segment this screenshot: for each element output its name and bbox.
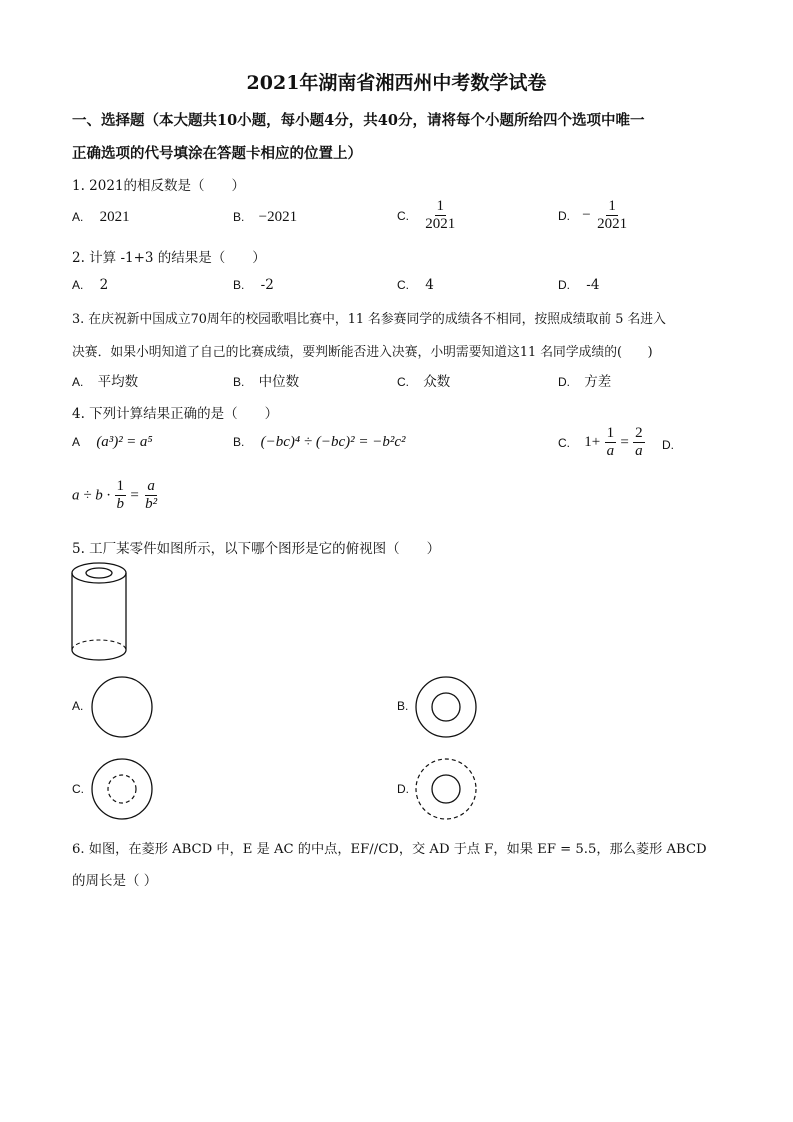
q2-option-c-text: 4 (425, 277, 434, 293)
question-4-stem: 4. 下列计算结果正确的是（ ） (72, 406, 279, 422)
q5-option-d-label: D. (397, 782, 409, 796)
q4-option-c-num2: 2 (633, 425, 645, 443)
q3-option-b (233, 370, 299, 390)
q1-option-d-label: D. (558, 208, 570, 223)
q4-option-d-num1: 1 (115, 478, 127, 496)
q4-option-d-prefix: a ÷ b · (72, 487, 111, 504)
q4-option-d-label: D. (662, 438, 674, 452)
q2-option-b-label: B. (233, 278, 245, 292)
q2-option-c-label: C. (397, 278, 409, 292)
q5-option-c-label: C. (72, 782, 84, 796)
q4-option-a-label: A (72, 435, 81, 449)
q4-option-d (72, 478, 159, 514)
question-1-stem: 1. 2021的相反数是（ ） (72, 178, 246, 194)
q4-option-c-den2: a (635, 443, 643, 460)
q2-option-d (558, 277, 599, 293)
q3-option-a (72, 370, 138, 390)
q4-option-c (558, 425, 645, 461)
question-6-line1: 6. 如图，在菱形 ABCD 中，E 是 AC 的中点，EF//CD，交 AD 于点 F，如果 EF = 5.5，那么菱形 ABCD (72, 842, 707, 857)
tube-part-figure (68, 560, 132, 664)
q5-option-d-figure (414, 757, 478, 821)
section-heading-line1: 一、选择题（本大题共10小题，每小题4分，共40分，请将每个小题所给四个选项中唯一 (72, 112, 645, 129)
q1-option-c-numerator: 1 (435, 198, 447, 216)
q5-option-a-figure (90, 675, 154, 739)
q3-option-b-label: B. (233, 375, 245, 389)
q1-option-c-label: C. (397, 208, 409, 223)
q2-option-b (233, 277, 274, 293)
q3-option-d (558, 370, 611, 390)
q1-option-a-text: 2021 (99, 209, 130, 225)
q4-option-a (72, 434, 153, 451)
q5-option-b-figure (414, 675, 478, 739)
q2-option-a-text: 2 (99, 277, 109, 293)
q5-option-c-figure (90, 757, 154, 821)
q2-option-a (72, 277, 108, 293)
q4-option-c-equals: = (620, 434, 629, 451)
q1-option-c-denominator: 2021 (425, 216, 456, 233)
q4-option-d-equals: = (130, 487, 139, 504)
q4-option-c-fraction-2 (633, 425, 645, 461)
q4-option-a-rhs: a⁵ (139, 434, 153, 450)
q4-option-c-prefix: 1+ (584, 434, 601, 451)
question-3-line2: 决赛．如果小明知道了自己的比赛成绩，要判断能否进入决赛，小明需要知道这11 名同学成绩的( ) (72, 345, 653, 360)
q3-option-c-label: C. (397, 375, 409, 389)
question-2-stem: 2. 计算 -1+3 的结果是（ ） (72, 250, 266, 266)
q1-option-a-label: A. (72, 210, 84, 224)
q3-option-c-text: 众数 (423, 374, 451, 390)
q1-option-a (72, 209, 130, 226)
q3-option-a-text: 平均数 (97, 374, 139, 390)
q1-option-c (397, 198, 457, 234)
q4-option-c-fraction-1 (605, 425, 617, 461)
question-5-stem: 5. 工厂某零件如图所示，以下哪个图形是它的俯视图（ ） (72, 541, 441, 557)
q1-option-d-fraction (595, 198, 629, 234)
q2-option-d-label: D. (558, 278, 570, 292)
q3-option-a-label: A. (72, 375, 84, 389)
q4-option-c-label: C. (558, 435, 570, 450)
q1-option-c-fraction (423, 198, 457, 234)
q4-option-c-den1: a (606, 443, 615, 460)
q1-option-b-label: B. (233, 210, 245, 224)
q5-option-b-label: B. (397, 699, 409, 713)
page-title: 2021年湖南省湘西州中考数学试卷 (246, 72, 547, 94)
q4-option-b-label: B. (233, 435, 245, 449)
question-6-line2: 的周长是（ ） (72, 873, 158, 889)
q2-option-d-text: -4 (586, 277, 600, 293)
q2-option-a-label: A. (72, 278, 84, 292)
q1-option-d-sign: − (582, 207, 591, 224)
q3-option-d-label: D. (558, 375, 570, 389)
q2-option-b-text: -2 (260, 277, 274, 293)
section-heading-line2: 正确选项的代号填涂在答题卡相应的位置上） (72, 145, 362, 162)
q5-option-a-label: A. (72, 699, 84, 713)
q1-option-d (558, 198, 629, 234)
q4-option-b (233, 434, 406, 451)
q4-option-b-expression: (−bc)⁴ ÷ (−bc)² = −b²c² (260, 434, 406, 450)
q1-option-d-numerator: 1 (606, 198, 618, 216)
q4-option-d-fraction-1 (115, 478, 127, 514)
q4-option-a-lhs: (a³)² (96, 434, 123, 450)
question-3-line1: 3. 在庆祝新中国成立70周年的校园歌唱比赛中，11 名参赛同学的成绩各不相同，按照成绩取前 5 名进入 (72, 312, 666, 327)
q2-option-c (397, 277, 434, 293)
q1-option-d-denominator: 2021 (597, 216, 628, 233)
q3-option-c (397, 370, 450, 390)
q3-option-d-text: 方差 (584, 374, 612, 390)
q3-option-b-text: 中位数 (258, 374, 300, 390)
q4-option-d-fraction-2 (143, 478, 159, 514)
q4-option-d-num2: a (145, 478, 157, 496)
q4-option-c-num1: 1 (605, 425, 617, 443)
q4-option-a-equals: = (127, 434, 136, 450)
q1-option-b (233, 209, 297, 226)
q4-option-d-den2: b² (145, 496, 158, 513)
q4-option-d-den1: b (116, 496, 125, 513)
q1-option-b-text: −2021 (258, 209, 298, 225)
